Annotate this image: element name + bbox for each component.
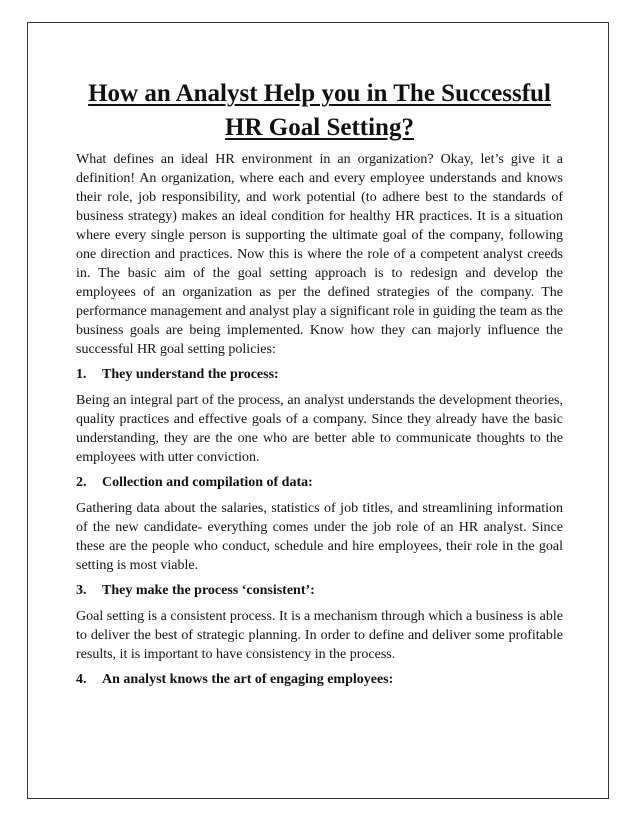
section-number: 2. [76,475,87,490]
section-number: 1. [76,367,87,382]
section-heading-text: They make the process ‘consistent’: [102,583,315,598]
section-heading-text: Collection and compilation of data: [102,475,313,490]
section-heading-text: An analyst knows the art of engaging employees: [102,672,394,687]
document-body [76,77,563,696]
section-paragraph-2: Gathering data about the salaries, statistics of job titles, and streamlining information of the new candidate- everything comes under the job role of an HR analyst. Since these are the people who conduct, schedule and hire employees, their role in the goal setting is most viable. [76,501,563,573]
section-number: 4. [76,672,87,687]
section-paragraph-3: Goal setting is a consistent process. It is a mechanism through which a business is able to deliver the best of strategic planning. In order to define and deliver some profitable results, it is important to have consistency in the process. [76,609,563,662]
section-heading-1 [76,365,563,384]
section-heading-text: They understand the process: [102,367,279,382]
section-paragraph-1: Being an integral part of the process, an analyst understands the development theories, quality practices and effective goals of a company. Since they already have the basic understanding, they are the one who are better able to communicate thoughts to the employees with utter conviction. [76,393,563,465]
section-number: 3. [76,583,87,598]
section-heading-2 [76,473,563,492]
section-heading-4 [76,670,563,689]
section-heading-3 [76,581,563,600]
intro-paragraph: What defines an ideal HR environment in an organization? Okay, let’s give it a definition! An organization, where each and every employee understands and knows their role, job responsibility, and work potential (to adhere best to the standards of business strategy) makes an ideal condition for healthy HR practices. It is a situation where every single person is supporting the ultimate goal of the company, following one direction and practices. Now this is where the role of a competent analyst creeds in. The basic aim of the goal setting approach is to redesign and develop the employees of an organization as per the defined strategies of the company. The performance management and analyst play a significant role in guiding the team as the business goals are being implemented. Know how they can majorly influence the successful HR goal setting policies: [76,152,563,357]
document-title: How an Analyst Help you in The Successful HR Goal Setting? [88,80,551,141]
